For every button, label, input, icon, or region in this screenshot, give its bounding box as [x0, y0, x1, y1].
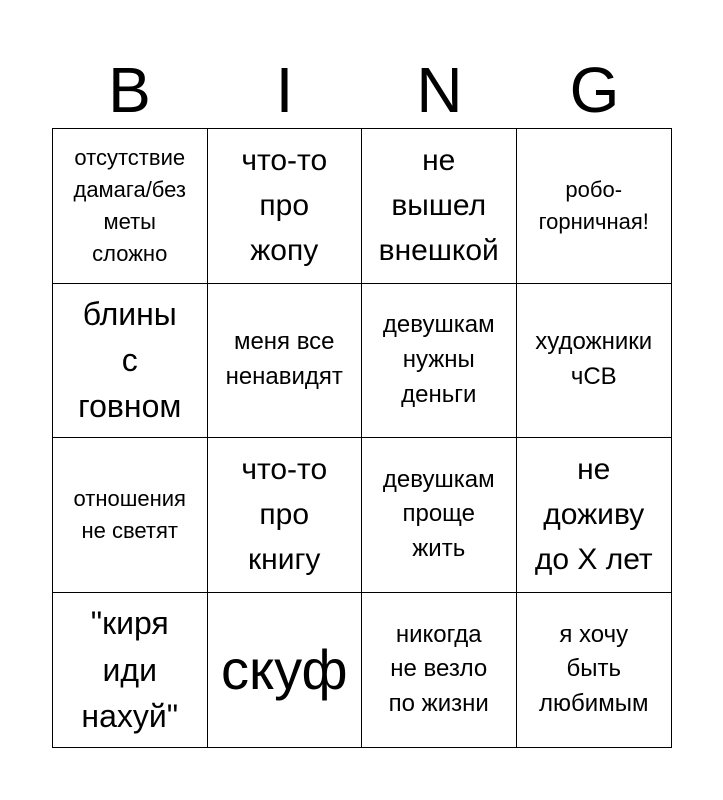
header-letter-i: I	[275, 54, 294, 126]
bingo-cell-r4c1[interactable]: "киря иди нахуй"	[53, 593, 208, 748]
bingo-cell-r2c2[interactable]: меня все ненавидят	[208, 284, 363, 439]
bingo-cell-r2c1[interactable]: блины с говном	[53, 284, 208, 439]
bingo-cell-r2c3[interactable]: девушкам нужны деньги	[362, 284, 517, 439]
bingo-cell-r3c4[interactable]: не доживу до X лет	[517, 438, 672, 593]
header-letter-n: N	[416, 54, 463, 126]
bingo-grid	[52, 128, 672, 748]
bingo-cell-r4c4[interactable]: я хочу быть любимым	[539, 620, 649, 718]
bingo-cell-r2c4[interactable]: художники чСВ	[517, 284, 672, 439]
bingo-cell-r4c3[interactable]: никогда не везло по жизни	[362, 593, 517, 748]
bingo-cell-r3c3[interactable]: девушкам проще жить	[362, 438, 517, 593]
bingo-cell-r3c2[interactable]: что-то про книгу	[208, 438, 363, 593]
bingo-cell-r1c1[interactable]: отсутствие дамага/без меты сложно	[53, 129, 208, 284]
bingo-header	[52, 52, 672, 128]
header-letter-b: B	[108, 54, 151, 126]
bingo-cell-r1c2[interactable]: что-то про жопу	[208, 129, 363, 284]
bingo-cell-r4c2[interactable]: скуф	[208, 593, 363, 748]
bingo-cell-r3c1[interactable]: отношения не светят	[53, 438, 208, 593]
header-letter-g: G	[569, 54, 620, 126]
bingo-cell-r1c3[interactable]: не вышел внешкой	[362, 129, 517, 284]
bingo-cell-r1c4[interactable]: робо- горничная!	[517, 129, 672, 284]
